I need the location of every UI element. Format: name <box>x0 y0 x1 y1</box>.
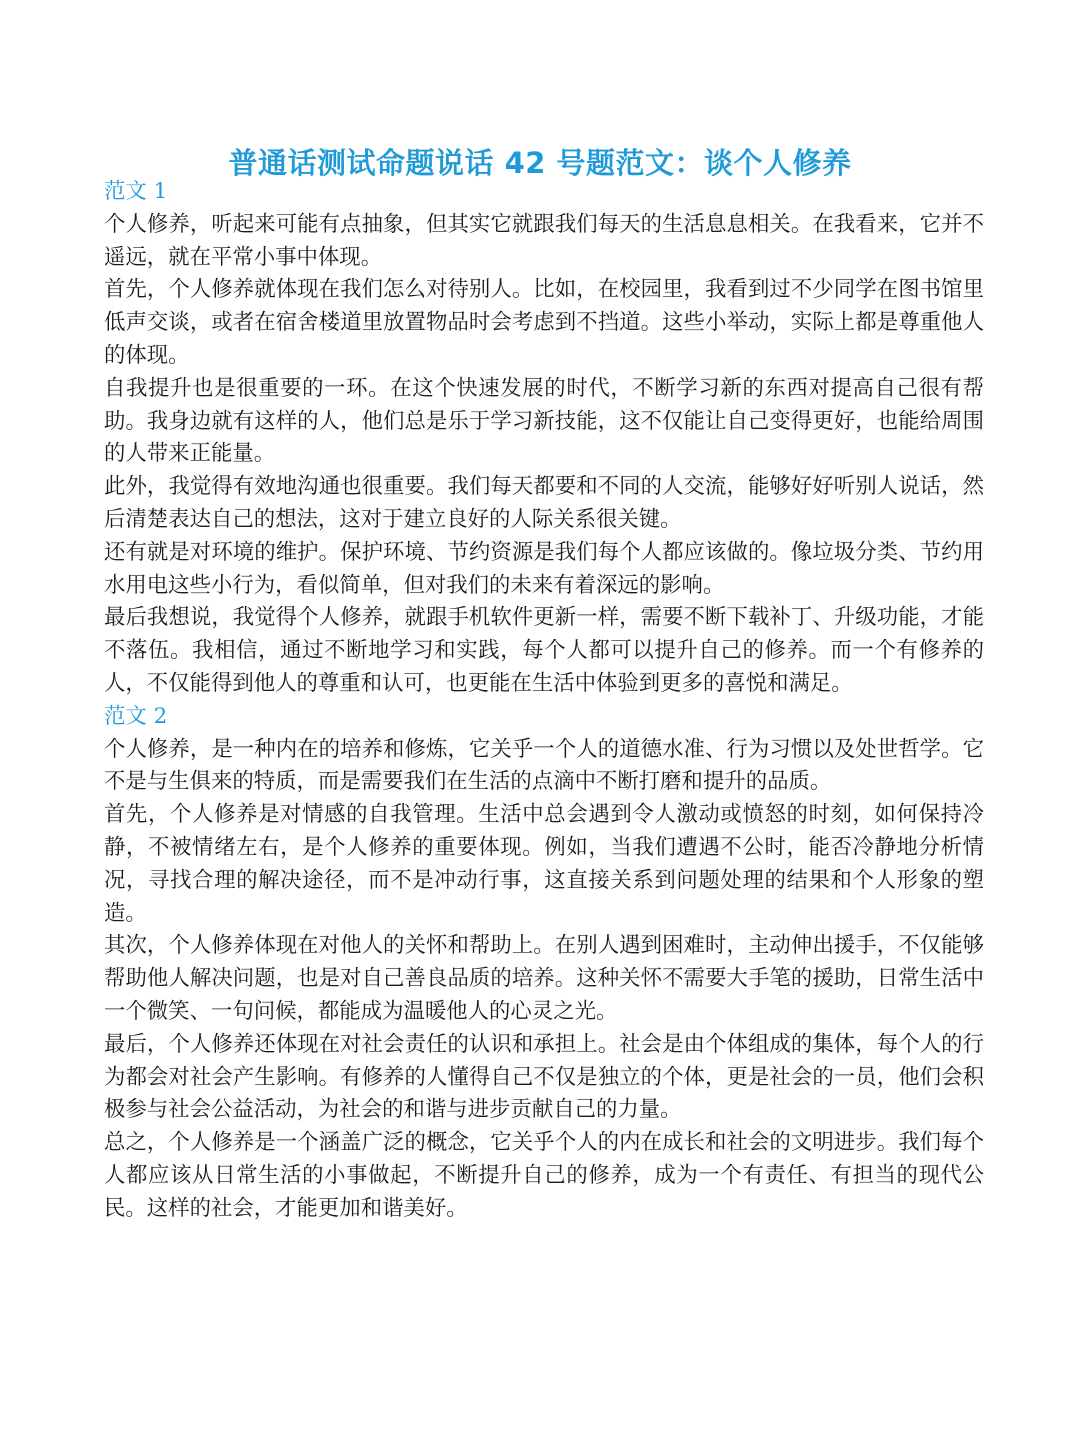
essay-section-1 <box>104 176 984 701</box>
essay-content <box>104 176 984 1226</box>
section-heading-2: 范文 2 <box>104 703 168 729</box>
paragraph: 最后，个人修养还体现在对社会责任的认识和承担上。社会是由个体组成的集体，每个人的行为都会对社会产生影响。有修养的人懂得自己不仅是独立的个体，更是社会的一员，他们会积极参与社会公益活动，为社会的和谐与进步贡献自己的力量。 <box>104 1031 984 1123</box>
paragraph: 其次，个人修养体现在对他人的关怀和帮助上。在别人遇到困难时，主动伸出援手，不仅能够帮助他人解决问题，也是对自己善良品质的培养。这种关怀不需要大手笔的援助，日常生活中一个微笑、一句问候，都能成为温暖他人的心灵之光。 <box>104 933 984 1024</box>
essay-section-2 <box>104 701 984 1226</box>
paragraph: 还有就是对环境的维护。保护环境、节约资源是我们每个人都应该做的。像垃圾分类、节约用水用电这些小行为，看似简单，但对我们的未来有着深远的影响。 <box>104 539 984 598</box>
section-heading-1: 范文 1 <box>104 179 168 204</box>
paragraph: 个人修养，听起来可能有点抽象，但其实它就跟我们每天的生活息息相关。在我看来，它并不遥远，就在平常小事中体现。 <box>104 211 984 270</box>
paragraph: 首先，个人修养是对情感的自我管理。生活中总会遇到令人激动或愤怒的时刻，如何保持冷静，不被情绪左右，是个人修养的重要体现。例如，当我们遭遇不公时，能否冷静地分析情况，寻找合理的解决途径，而不是冲动行事，这直接关系到问题处理的结果和个人形象的塑造。 <box>104 802 984 926</box>
paragraph: 总之，个人修养是一个涵盖广泛的概念，它关乎个人的内在成长和社会的文明进步。我们每个人都应该从日常生活的小事做起，不断提升自己的修养，成为一个有责任、有担当的现代公民。这样的社会，才能更加和谐美好。 <box>104 1130 984 1221</box>
paragraph: 此外，我觉得有效地沟通也很重要。我们每天都要和不同的人交流，能够好好听别人说话，然后清楚表达自己的想法，这对于建立良好的人际关系很关键。 <box>104 474 984 532</box>
page-title: 普通话测试命题说话 42 号题范文：谈个人修养 <box>228 146 852 181</box>
paragraph: 个人修养，是一种内在的培养和修炼，它关乎一个人的道德水准、行为习惯以及处世哲学。它不是与生俱来的特质，而是需要我们在生活的点滴中不断打磨和提升的品质。 <box>104 736 984 795</box>
paragraph: 最后我想说，我觉得个人修养，就跟手机软件更新一样，需要不断下载补丁、升级功能，才能不落伍。我相信，通过不断地学习和实践，每个人都可以提升自己的修养。而一个有修养的人，不仅能得到他人的尊重和认可，也更能在生活中体验到更多的喜悦和满足。 <box>104 605 984 696</box>
paragraph: 自我提升也是很重要的一环。在这个快速发展的时代，不断学习新的东西对提高自己很有帮助。我身边就有这样的人，他们总是乐于学习新技能，这不仅能让自己变得更好，也能给周围的人带来正能量。 <box>104 375 984 467</box>
paragraph: 首先，个人修养就体现在我们怎么对待别人。比如，在校园里，我看到过不少同学在图书馆里低声交谈，或者在宿舍楼道里放置物品时会考虑到不挡道。这些小举动，实际上都是尊重他人的体现。 <box>104 277 984 368</box>
